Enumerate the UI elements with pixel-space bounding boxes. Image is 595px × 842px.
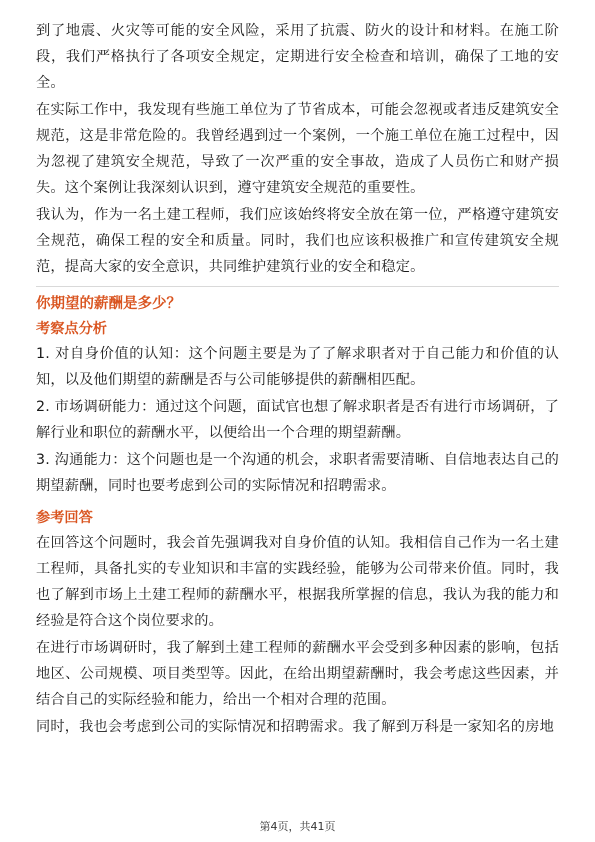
question-heading: 你期望的薪酬是多少？ bbox=[36, 296, 181, 312]
analysis-heading: 考察点分析 bbox=[36, 321, 107, 337]
page-content bbox=[36, 18, 559, 741]
reference-paragraph: 在进行市场调研时，我了解到土建工程师的薪酬水平会受到多种因素的影响，包括地区、公司规模、项目类型等。因此，在给出期望薪酬时，我会考虑这些因素，并结合自己的实际经验和能力，给出一个相对合理的范围。 bbox=[36, 640, 559, 708]
intro-paragraph: 在实际工作中，我发现有些施工单位为了节省成本，可能会忽视或者违反建筑安全规范，这是非常危险的。我曾经遇到过一个案例，一个施工单位在施工过程中，因为忽视了建筑安全规范，导致了一次严重的安全事故，造成了人员伤亡和财产损失。这个案例让我深刻认识到，遵守建筑安全规范的重要性。 bbox=[36, 102, 559, 196]
intro-paragraph: 我认为，作为一名土建工程师，我们应该始终将安全放在第一位，严格遵守建筑安全规范，确保工程的安全和质量。同时，我们也应该积极推广和宣传建筑安全规范，提高大家的安全意识，共同维护建筑行业的安全和稳定。 bbox=[36, 207, 559, 275]
reference-heading: 参考回答 bbox=[36, 510, 93, 526]
page-number-footer: 第4页，共41页 bbox=[259, 820, 336, 833]
reference-paragraph: 在回答这个问题时，我会首先强调我对自身价值的认知。我相信自己作为一名土建工程师，具备扎实的专业知识和丰富的实践经验，能够为公司带来价值。同时，我也了解到市场上土建工程师的薪酬水平，根据我所掌握的信息，我认为我的能力和经验是符合这个岗位要求的。 bbox=[36, 535, 559, 629]
analysis-item: 1. 对自身价值的认知：这个问题主要是为了了解求职者对于自己能力和价值的认知，以及他们期望的薪酬是否与公司能够提供的薪酬相匹配。 bbox=[36, 346, 559, 388]
reference-paragraph: 同时，我也会考虑到公司的实际情况和招聘需求。我了解到万科是一家知名的房地 bbox=[36, 719, 554, 735]
section-divider bbox=[36, 286, 559, 287]
analysis-item: 3. 沟通能力：这个问题也是一个沟通的机会，求职者需要清晰、自信地表达自己的期望薪酬，同时也要考虑到公司的实际情况和招聘需求。 bbox=[36, 452, 559, 494]
analysis-item: 2. 市场调研能力：通过这个问题，面试官也想了解求职者是否有进行市场调研，了解行业和职位的薪酬水平，以便给出一个合理的期望薪酬。 bbox=[36, 399, 559, 441]
intro-paragraph: 到了地震、火灾等可能的安全风险，采用了抗震、防火的设计和材料。在施工阶段，我们严格执行了各项安全规定，定期进行安全检查和培训，确保了工地的安全。 bbox=[36, 23, 559, 91]
